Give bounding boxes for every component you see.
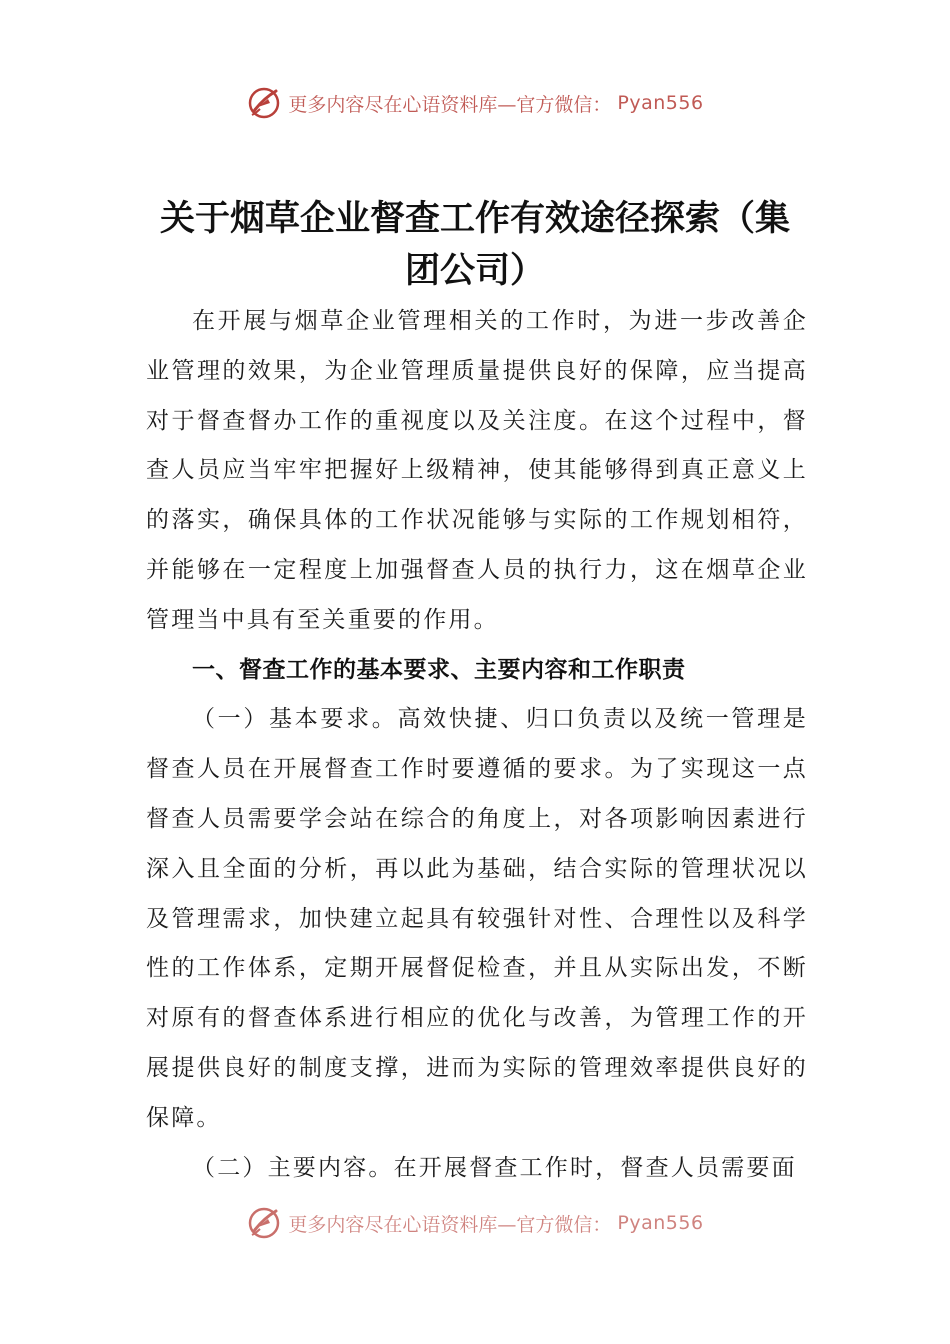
document-body [146, 297, 808, 1193]
section-heading: 一、督查工作的基本要求、主要内容和工作职责 [192, 656, 686, 683]
document-title: 关于烟草企业督查工作有效途径探索（集团公司） [159, 198, 790, 291]
intro-paragraph: 在开展与烟草企业管理相关的工作时，为进一步改善企业管理的效果，为企业管理质量提供良好的保障，应当提高对于督查督办工作的重视度以及关注度。在这个过程中，督查人员应当牢牢把握好上级精神，使其能够得到真正意义上的落实，确保具体的工作状况能够与实际的工作规划相符，并能够在一定程度上加强督查人员的执行力，这在烟草企业管理当中具有至关重要的作用。 [146, 308, 808, 633]
pen-logo-icon [246, 85, 282, 121]
pen-logo-icon [246, 1205, 282, 1241]
watermark-text: 更多内容尽在心语资料库—官方微信： [288, 1213, 612, 1236]
watermark-footer [0, 1203, 950, 1243]
watermark-wechat-id: Pyan556 [617, 92, 704, 114]
watermark-header [0, 83, 950, 123]
watermark-wechat-id: Pyan556 [617, 1212, 704, 1234]
basic-requirements-paragraph: （一）基本要求。高效快捷、归口负责以及统一管理是督查人员在开展督查工作时要遵循的要求。为了实现这一点督查人员需要学会站在综合的角度上，对各项影响因素进行深入且全面的分析，再以此为基础，结合实际的管理状况以及管理需求，加快建立起具有较强针对性、合理性以及科学性的工作体系，定期开展督促检查，并且从实际出发，不断对原有的督查体系进行相应的优化与改善，为管理工作的开展提供良好的制度支撑，进而为实际的管理效率提供良好的保障。 [146, 706, 808, 1131]
watermark-text: 更多内容尽在心语资料库—官方微信： [288, 93, 612, 116]
main-content-paragraph: （二）主要内容。在开展督查工作时，督查人员需要面 [192, 1154, 797, 1181]
